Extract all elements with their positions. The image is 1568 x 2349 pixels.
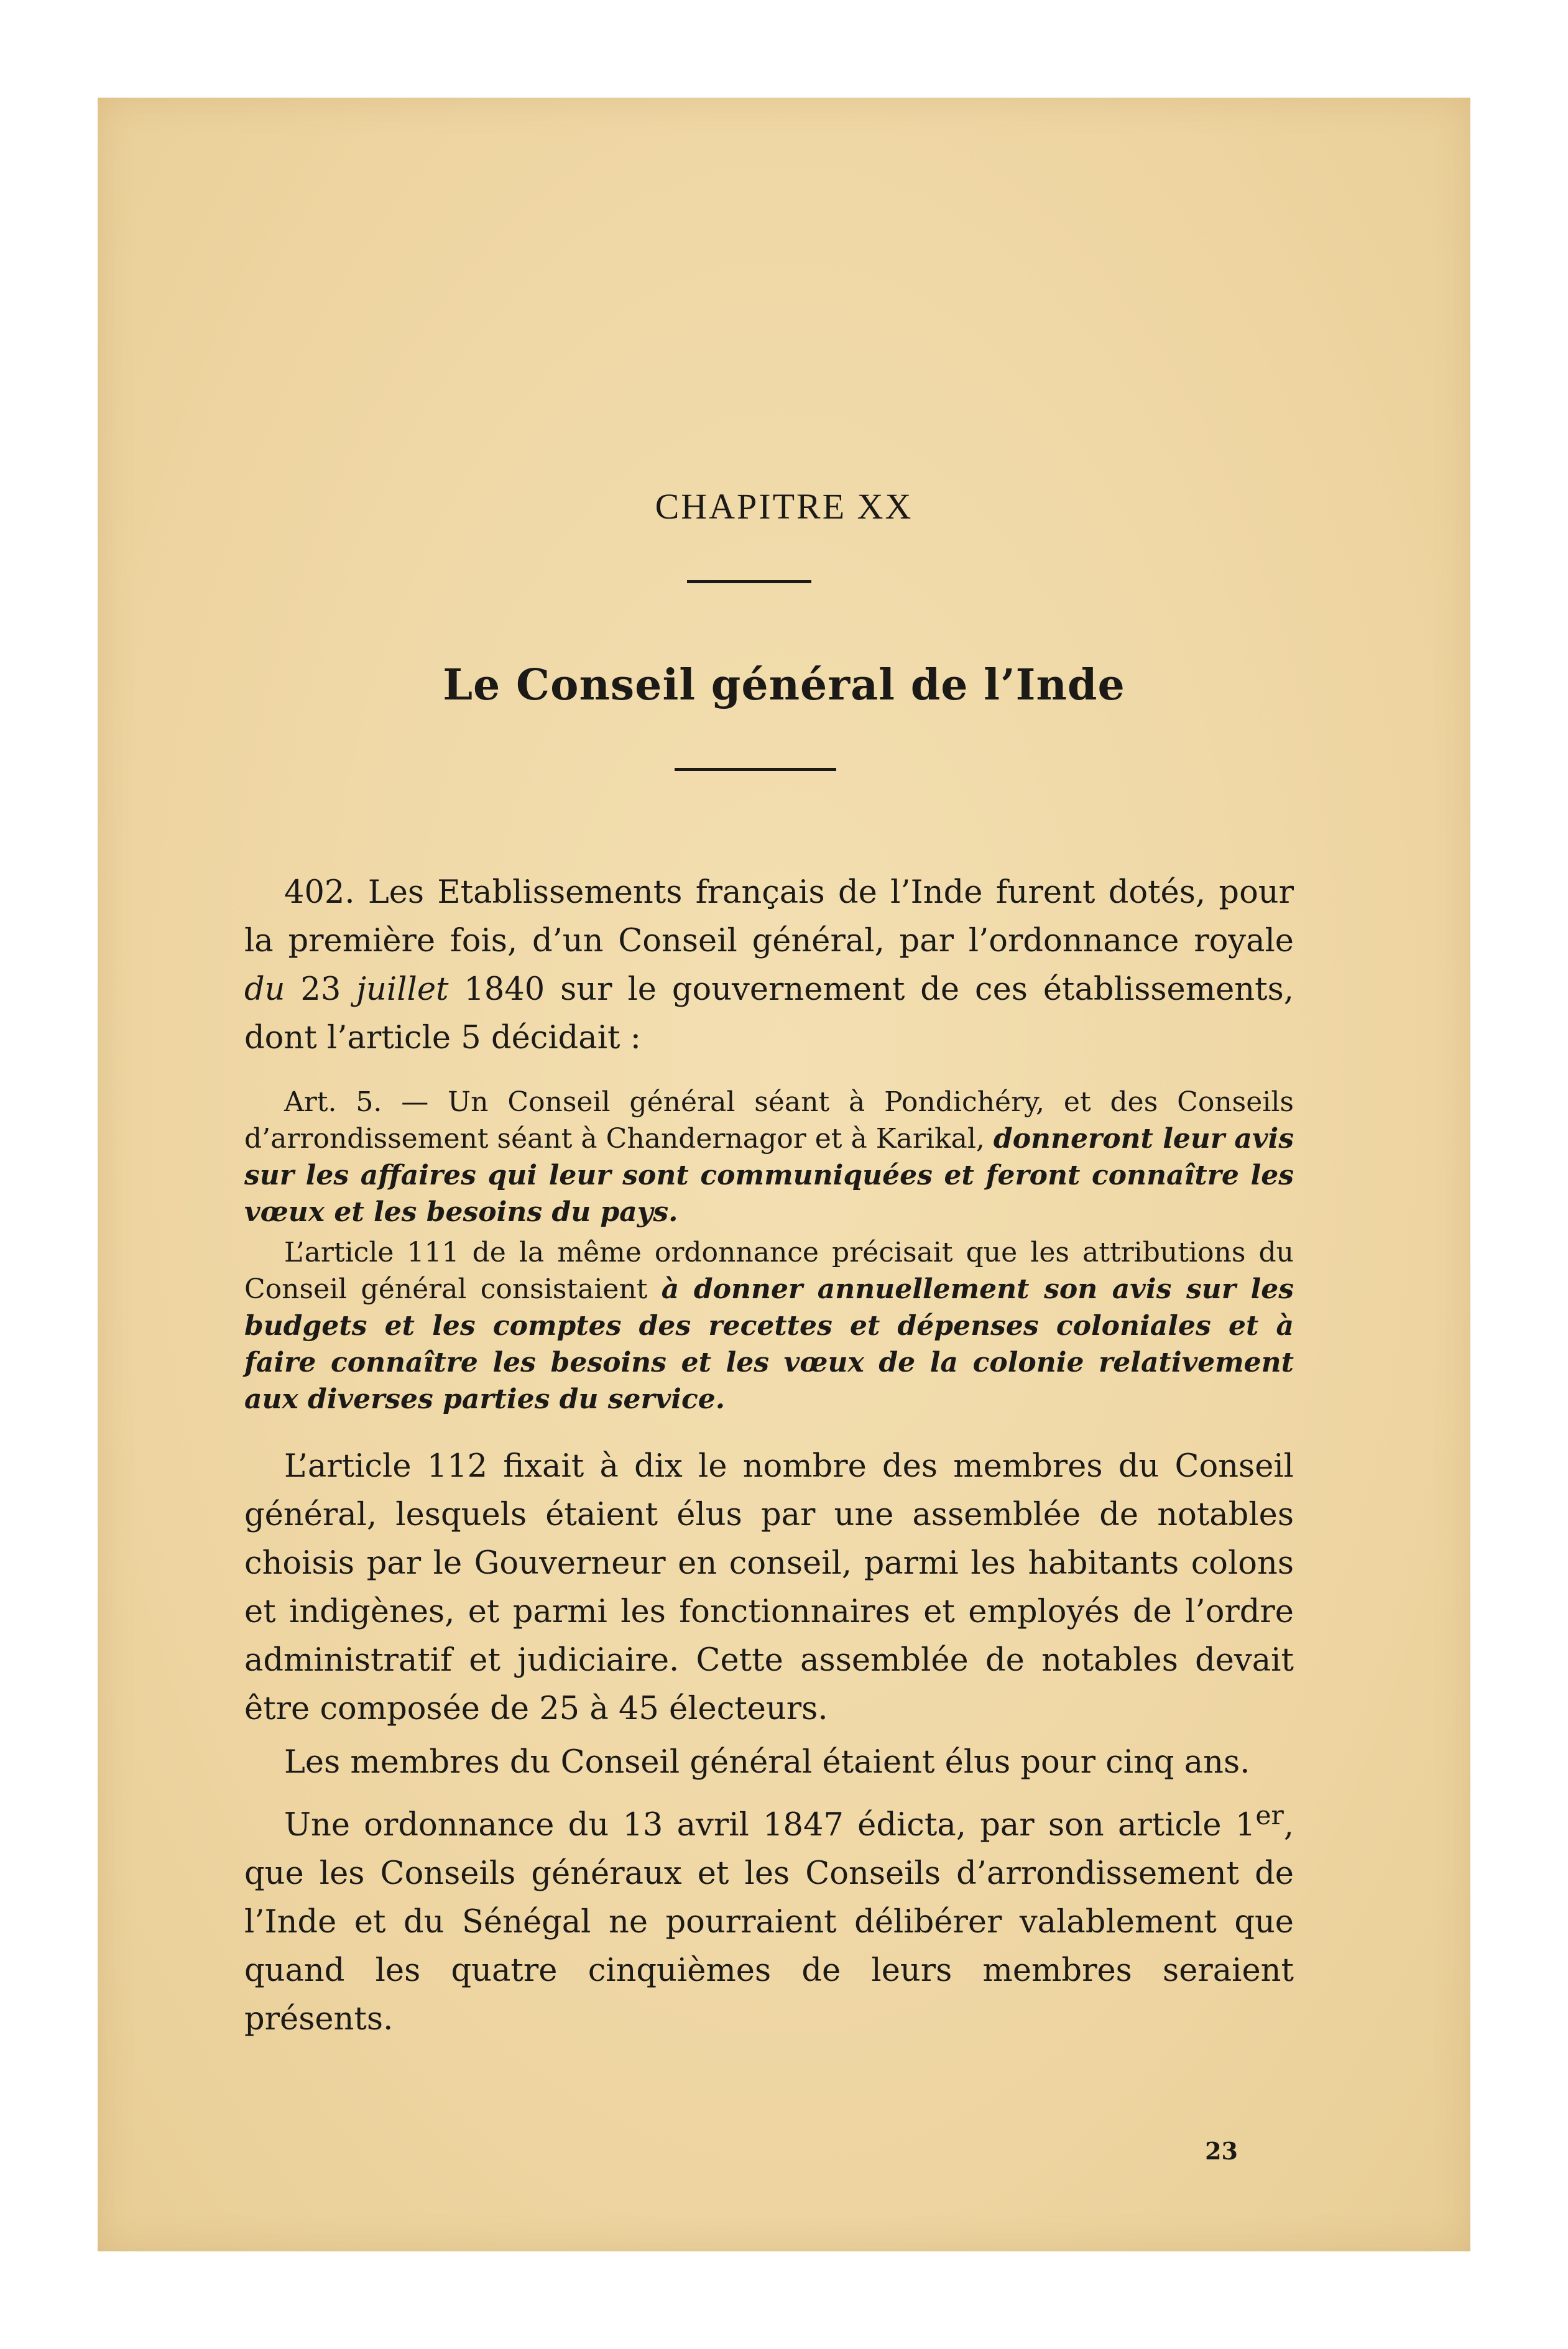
article-111-paragraph: L’article 111 de la même ordonnance précisait que les attributions du Conseil général consistaient à donner annuellement son avis sur les budgets et les comptes des recettes et dépenses coloniales et à faire connaître les besoins et les vœux de la colonie relativement aux diverses parties du service. bbox=[244, 1237, 1294, 1415]
paragraph-article-112: L’article 112 fixait à dix le nombre des membres du Conseil général, lesquels étaient élus par une assemblée de notables choisis par le Gouverneur en conseil, parmi les habitants colons et indigènes, et parmi les fonctionnaires et employés de l’ordre administratif et judiciaire. Cette assemblée de notables devait être composée de 25 à 45 électeurs. bbox=[244, 1448, 1294, 1727]
book-page bbox=[98, 98, 1470, 2251]
page-number: 23 bbox=[1205, 2137, 1238, 2165]
paragraph-ordonnance-1847: Une ordonnance du 13 avril 1847 édicta, par son article 1er, que les Conseils généraux et les Conseils d’arrondissement de l’Inde et du Sénégal ne pourraient délibérer valablement que quand les quatre cinquièmes de leurs membres seraient présents. bbox=[244, 1801, 1294, 2037]
paragraph-402: 402. Les Etablissements français de l’Inde furent dotés, pour la première fois, d’un Conseil général, par l’ordonnance royale du 23 juillet 1840 sur le gouvernement de ces établissements, dont l’article 5 décidait : bbox=[244, 874, 1294, 1056]
chapter-heading: CHAPITRE XX bbox=[655, 486, 913, 527]
paragraph-cinq-ans: Les membres du Conseil général étaient élus pour cinq ans. bbox=[284, 1744, 1250, 1781]
body-text bbox=[244, 869, 1294, 2044]
rule-above-title bbox=[687, 580, 811, 583]
chapter-title: Le Conseil général de l’Inde bbox=[443, 660, 1125, 710]
rule-below-title bbox=[675, 768, 836, 771]
article-5-quote: Art. 5. — Un Conseil général séant à Pondichéry, et des Conseils d’arrondissement séant à Chandernagor et à Karikal, donneront leur avis sur les affaires qui leur sont communiquées et feront connaître les vœux et les besoins du pays. bbox=[244, 1086, 1294, 1228]
paragraph-number: 402. bbox=[284, 874, 355, 911]
